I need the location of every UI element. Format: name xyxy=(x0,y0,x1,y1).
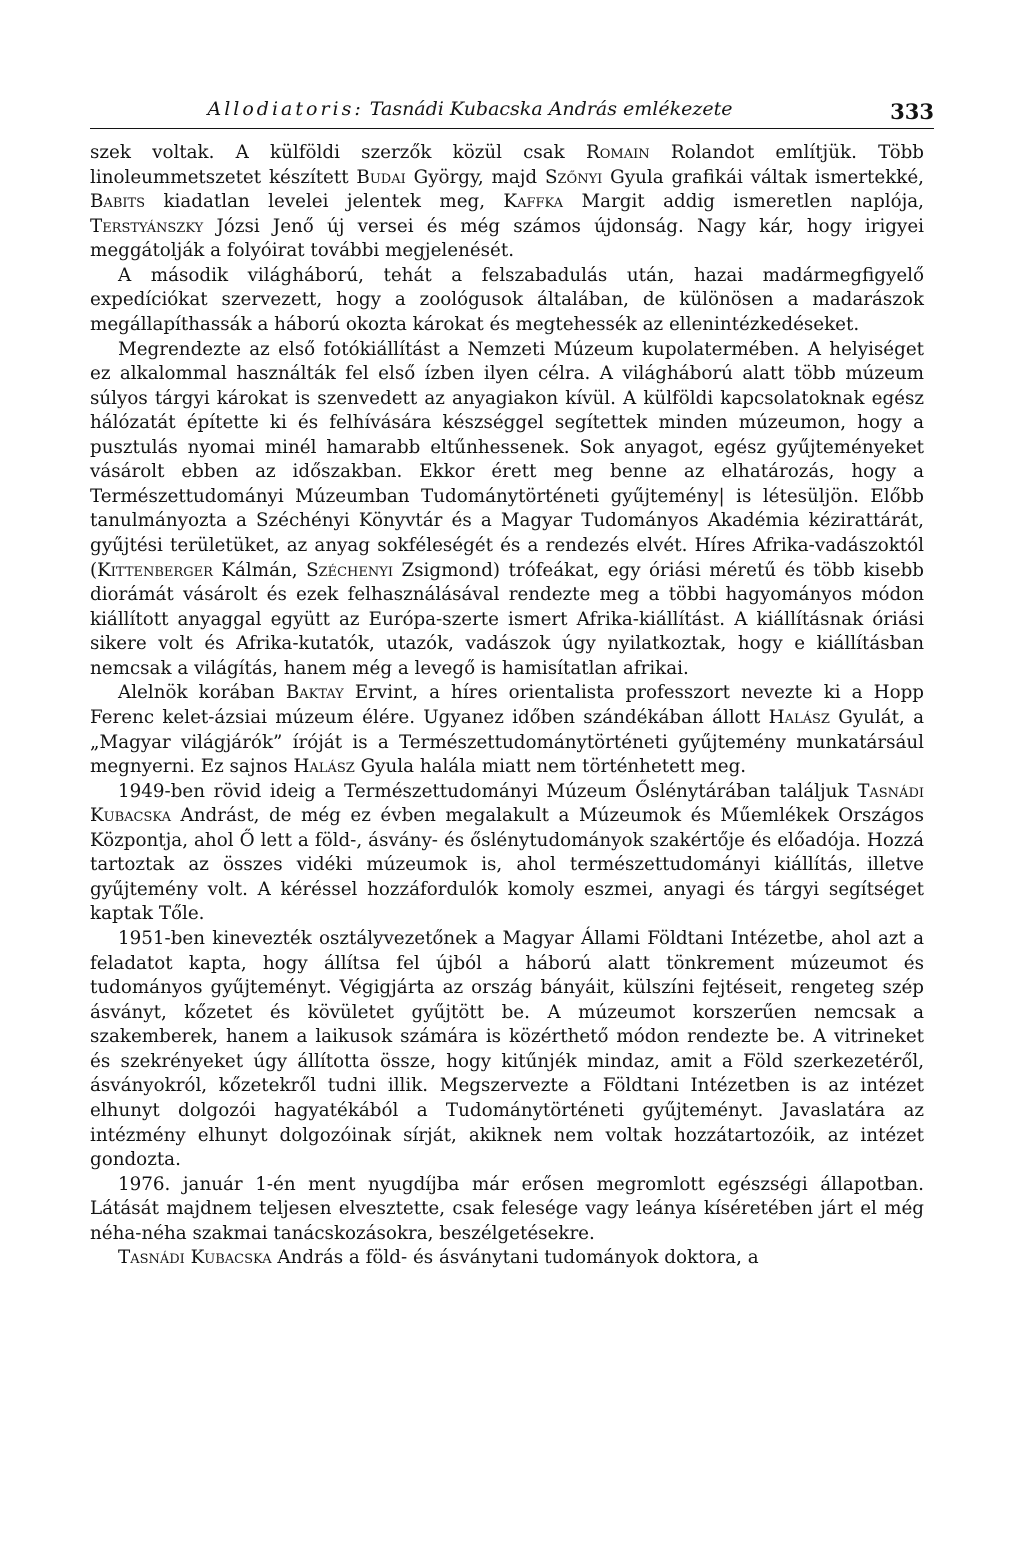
person-name: Terstyánszky xyxy=(90,215,204,237)
body-paragraph xyxy=(90,681,924,779)
person-name: Tasnádi Kubacska xyxy=(90,780,924,827)
body-paragraph xyxy=(90,1173,924,1247)
text-run: Józsi Jenő új versei és még számos újdonság. Nagy kár, hogy irigyei meggátolják a folyóirat további megjelenését. xyxy=(90,215,924,262)
body-paragraph xyxy=(90,338,924,682)
person-name: Szőnyi xyxy=(545,166,603,188)
person-name: Baktay xyxy=(285,682,344,704)
running-header xyxy=(90,96,934,126)
header-rule xyxy=(90,128,934,129)
text-run: Rolandot említjük. Több linoleummetszetet készített xyxy=(90,142,924,188)
person-name: Halász xyxy=(293,756,355,778)
body-paragraph xyxy=(90,1246,924,1271)
article-title: Tasnádi Kubacska András emlékezete xyxy=(369,98,733,120)
text-run: 1951-ben kinevezték osztályvezetőnek a Magyar Állami Földtani Intézetbe, ahol azt a feladatot kapta, hogy állítsa fel újból a háború alatt tönkrement múzeumot és tudományos gyűjteményt. Végigjárta az ország bányáit, külszíni fejtéseit, rengeteg szép ásványt, kőzetet és kövületet gyűjtött be. A múzeumot korszerűen nemcsak a szakemberek, hanem a laikusok számára is közérthető módon rendezte be. A vitrineket és szekrényeket úgy állította össze, hogy kitűnjék mindaz, amit a Föld szerkezetéről, ásványokról, kőzetekről tudni illik. Megszervezte a Földtani Intézetben is az intézet elhunyt dolgozói hagyatékából a Tudománytörténeti gyűjteményt. Javaslatára az intézmény elhunyt dolgozóinak sírját, akiknek nem voltak hozzátartozóik, az intézet gondozta. xyxy=(90,928,924,1171)
text-run: Andrást, de még ez évben megalakult a Múzeumok és Műemlékek Országos Központja, ahol Ő lett a föld-, ásvány- és őslénytudományok szakértője és előadója. Hozzá tartoztak az összes vidéki múzeumok is, ahol természettudományi kiállítás, illetve gyűjtemény volt. A kéréssel hozzáfordulók komoly eszmei, anyagi és tárgyi segítséget kaptak Tőle. xyxy=(90,805,924,925)
text-run: Ervint, a híres orientalista professzort nevezte ki a Hopp Ferenc kelet-ázsiai múzeum élére. Ugyanez időben szándékában állott xyxy=(90,682,924,728)
text-run: Margit addig ismeretlen naplója, xyxy=(563,191,924,213)
text-run: Megrendezte az első fotókiállítást a Nemzeti Múzeum kupolatermében. A helyiséget ez alkalommal használták fel első ízben ilyen célra. A világháború alatt több múzeum súlyos tárgyi károkat is szenvedett az anyagiakon kívül. A külföldi kapcsolatoknak egész hálózatát építette ki és felhívására készséggel segítettek minden múzeumon, hogy a pusztulás nyomai minél hamarabb eltűnhessenek. Sok anyagot, egész gyűjteményeket vásárolt ebben az időszakban. Ekkor érett meg benne az elhatározás, hogy a Természettudományi Múzeumban Tudománytörténeti gyűjtemény| is létesüljön. Előbb tanulmányozta a Széchényi Könyvtár és a Magyar Tudományos Akadémia kézirattárát, gyűjtési területüket, az anyag sokféleségét és a rendezés elvét. Híres Afrika-vadászoktól ( xyxy=(90,338,924,581)
person-name: Kittenberger xyxy=(97,559,213,581)
body-paragraph xyxy=(90,141,924,264)
person-name: Széchenyi xyxy=(306,559,393,581)
text-run: András a föld- és ásványtani tudományok doktora, a xyxy=(271,1247,759,1269)
page-number: 333 xyxy=(890,99,934,124)
text-run: Gyula halála miatt nem történhetett meg. xyxy=(354,756,747,778)
article-body xyxy=(90,141,924,1271)
person-name: Halász xyxy=(768,706,830,728)
person-name: Babits xyxy=(90,191,146,213)
person-name: Romain xyxy=(585,142,650,163)
body-paragraph xyxy=(90,927,924,1173)
text-run: Zsigmond) trófeákat, egy óriási méretű és több kisebb diorámát vásárolt és ezek felhasználásával rendezte meg a többi hagyományos módon kiállított anyaggal együtt az Európa-szerte ismert Afrika-kiállítást. A kiállításnak óriási sikere volt és Afrika-kutatók, utazók, vadászok úgy nyilatkoztak, hogy e kiállításban nemcsak a világítás, hanem még a levegő is hamisítatlan afrikai. xyxy=(90,559,924,679)
person-name: Tasnádi Kubacska xyxy=(118,1247,272,1269)
text-run: Gyulát, a „Magyar világjárók” íróját is a Természettudománytörténeti gyűjtemény munkatársául megnyerni. Ez sajnos xyxy=(90,706,924,778)
body-paragraph xyxy=(90,264,924,338)
text-run: 1976. január 1-én ment nyugdíjba már erősen megromlott egészségi állapotban. Látását majdnem teljesen elvesztette, csak felesége vagy leánya kíséretében járt el még néha-néha szakmai tanácskozásokra, beszélgetésekre. xyxy=(90,1173,924,1244)
body-paragraph xyxy=(90,780,924,927)
text-run: György, majd xyxy=(405,166,545,188)
running-head-title xyxy=(90,96,850,122)
person-name: Kaffka xyxy=(503,191,564,213)
journal-title: Allodiatoris: xyxy=(207,98,364,120)
text-run: szek voltak. A külföldi szerzők közül csak xyxy=(90,142,586,163)
person-name: Budai xyxy=(356,166,406,188)
text-run: 1949-ben rövid ideig a Természettudományi Múzeum Őslénytárában találjuk xyxy=(118,780,858,802)
text-run: kiadatlan levelei jelentek meg, xyxy=(145,191,504,213)
text-run: Alelnök korában xyxy=(118,682,286,704)
text-run: Kálmán, xyxy=(212,559,307,581)
text-run: Gyula grafikái váltak ismertekké, xyxy=(602,166,924,188)
text-run: A második világháború, tehát a felszabadulás után, hazai madármegfigyelő expedíciókat szervezett, hogy a zoológusok általában, de különösen a madarászok megállapíthassák a háború okozta károkat és megtehessék az ellenintézkedéseket. xyxy=(90,264,924,335)
